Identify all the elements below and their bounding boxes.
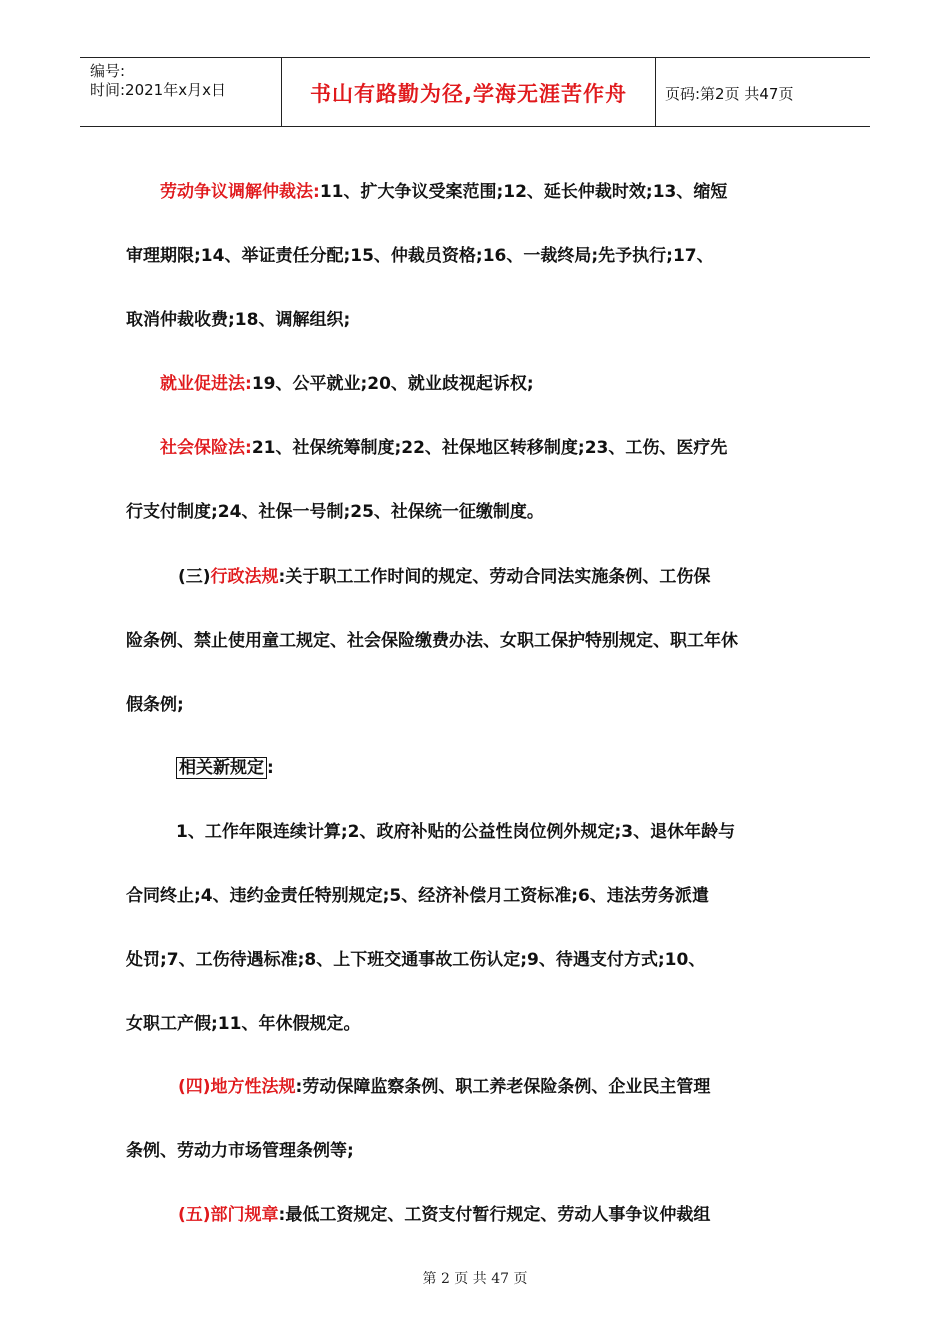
paragraph-employment-law — [126, 352, 826, 416]
paragraph-new-rules — [126, 736, 826, 1056]
section-title: 社会保险法: — [160, 438, 252, 458]
paragraph-text: 条例、劳动力市场管理条例等; — [126, 1141, 354, 1161]
header-motto-cell — [281, 58, 656, 126]
paragraph-local-regulations — [126, 1055, 826, 1183]
paragraph-text: 取消仲裁收费;18、调解组织; — [126, 310, 351, 330]
paragraph-text: 19、公平就业;20、就业歧视起诉权; — [251, 374, 534, 394]
header-page-number: 页码:第2页 共47页 — [665, 85, 794, 103]
paragraph-social-insurance-law — [126, 416, 826, 544]
section-number: (三) — [178, 567, 211, 587]
document-number-label: 编号: — [90, 62, 126, 80]
paragraph-text: 21、社保统筹制度;22、社保地区转移制度;23、工伤、医疗先 — [251, 438, 728, 458]
paragraph-text: 11、扩大争议受案范围;12、延长仲裁时效;13、缩短 — [319, 182, 728, 202]
section-title-boxed: 相关新规定 — [176, 757, 267, 779]
paragraph-administrative-regulations — [126, 545, 826, 737]
paragraph-text: 险条例、禁止使用童工规定、社会保险缴费办法、女职工保护特别规定、职工年休 — [126, 631, 738, 651]
header-page-cell — [655, 58, 870, 126]
paragraph-text: 1、工作年限连续计算;2、政府补贴的公益性岗位例外规定;3、退休年龄与 — [176, 822, 736, 842]
document-date-label: 时间:2021年x月x日 — [90, 81, 226, 99]
paragraph-text: 女职工产假;11、年休假规定。 — [126, 1014, 361, 1034]
paragraph-text: 合同终止;4、违约金责任特别规定;5、经济补偿月工资标准;6、违法劳务派遣 — [126, 886, 709, 906]
paragraph-text: 假条例; — [126, 695, 184, 715]
paragraph-department-rules — [126, 1183, 826, 1247]
page-header — [80, 57, 870, 127]
section-title: 就业促进法: — [160, 374, 252, 394]
paragraph-text: :最低工资规定、工资支付暂行规定、劳动人事争议仲裁组 — [278, 1205, 711, 1225]
header-motto: 书山有路勤为径,学海无涯苦作舟 — [310, 82, 627, 106]
colon: : — [267, 758, 274, 778]
paragraph-arbitration-law — [126, 160, 826, 352]
page-footer: 第 2 页 共 47 页 — [422, 1271, 528, 1287]
paragraph-text: :关于职工工作时间的规定、劳动合同法实施条例、工伤保 — [278, 567, 711, 587]
paragraph-text: 处罚;7、工伤待遇标准;8、上下班交通事故工伤认定;9、待遇支付方式;10、 — [126, 950, 706, 970]
paragraph-text: 审理期限;14、举证责任分配;15、仲裁员资格;16、一裁终局;先予执行;17、 — [126, 246, 714, 266]
header-meta-cell — [80, 58, 281, 126]
paragraph-text: 行支付制度;24、社保一号制;25、社保统一征缴制度。 — [126, 502, 544, 522]
section-title: 劳动争议调解仲裁法: — [160, 182, 320, 202]
section-title: (四)地方性法规 — [178, 1077, 296, 1097]
section-title: 行政法规 — [210, 567, 279, 587]
paragraph-text: :劳动保障监察条例、职工养老保险条例、企业民主管理 — [295, 1077, 711, 1097]
section-title: (五)部门规章 — [178, 1205, 279, 1225]
